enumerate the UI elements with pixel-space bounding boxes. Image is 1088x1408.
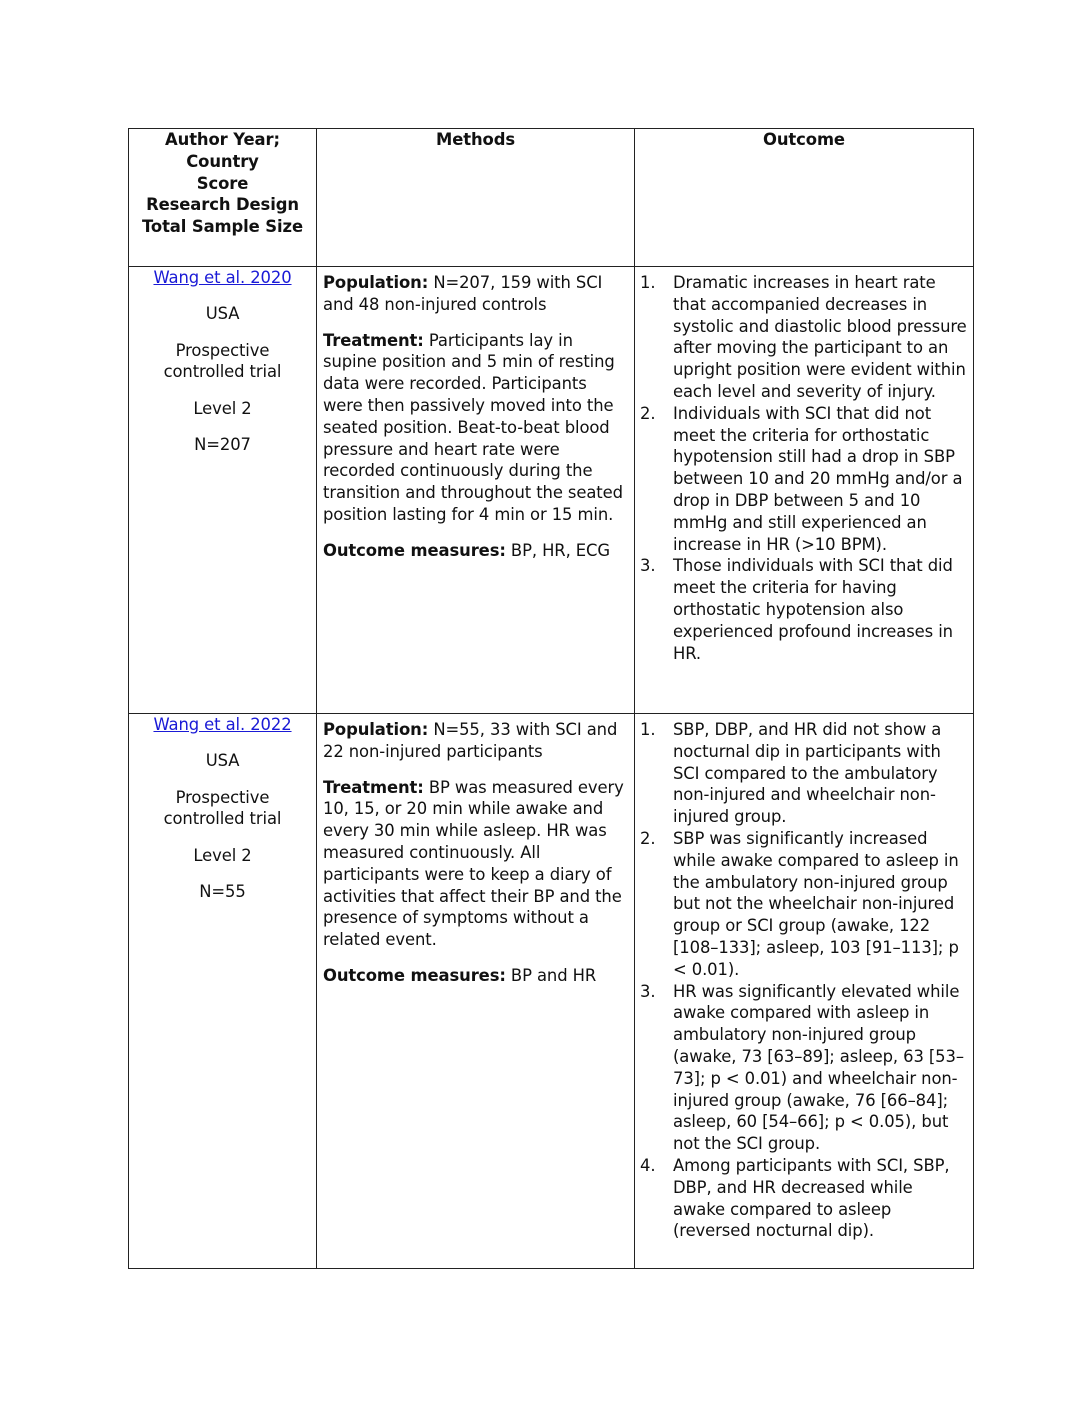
methods-cell: [317, 267, 635, 714]
outcome-measures-label: Outcome measures:: [323, 965, 506, 985]
outcome-list: [640, 719, 967, 1242]
header-methods: Methods: [317, 129, 635, 267]
header-line: Author Year;: [165, 130, 280, 149]
list-item: [640, 1155, 967, 1242]
study-country: USA: [205, 751, 240, 771]
outcome-list: [640, 272, 967, 664]
study-design: Prospective controlled trial: [163, 787, 282, 829]
study-link[interactable]: Wang et al. 2022: [153, 715, 292, 734]
population-label: Population:: [323, 273, 429, 292]
list-number: 2.: [640, 828, 656, 848]
study-cell: [129, 714, 317, 1269]
population-text: N=55, 33 with SCI and 22 non-injured participants: [323, 720, 618, 761]
population-paragraph: [323, 719, 629, 763]
study-sample-size: N=55: [199, 881, 246, 901]
population-paragraph: [323, 272, 629, 316]
table-row: [129, 714, 974, 1269]
list-item: [640, 403, 967, 556]
header-line: Score: [196, 173, 249, 193]
outcome-text: SBP, DBP, and HR did not show a nocturnal dip in participants with SCI compared to the ambulatory non-injured and wheelchair non-injured group.: [673, 720, 942, 827]
outcome-text: Those individuals with SCI that did meet the criteria for having orthostatic hypotension also experienced profound increases in HR.: [673, 556, 953, 663]
treatment-text: Participants lay in supine position and 5 min of resting data were recorded. Participants were then passively moved into the seated position. Beat-to-beat blood pressure and heart rate were recorded continuously during the transition and throughout the seated position lasting for 4 min or 15 min.: [323, 330, 623, 524]
outcome-measures-text: BP and HR: [505, 965, 597, 985]
treatment-text: BP was measured every 10, 15, or 20 min while awake and every 30 min while asleep. HR was measured continuously. All participants were to keep a diary of activities that affect their BP and the presence of symptoms without a related event.: [323, 777, 624, 950]
study-cell: [129, 267, 317, 714]
study-design: Prospective controlled trial: [163, 340, 282, 382]
study-link[interactable]: Wang et al. 2020: [153, 268, 292, 287]
list-number: 1.: [640, 720, 656, 739]
study-score: Level 2: [193, 845, 252, 865]
study-sample-size: N=207: [194, 434, 251, 454]
outcome-text: Individuals with SCI that did not meet the criteria for orthostatic hypotension still had a drop in SBP between 10 and 20 mmHg and/or a drop in DBP between 5 and 10 mmHg and still experienced an increase in HR (>10 BPM).: [673, 403, 963, 554]
list-item: [640, 981, 967, 1155]
header-line: Research Design: [146, 195, 299, 215]
list-number: 2.: [640, 403, 656, 423]
methods-cell: [317, 714, 635, 1269]
outcome-text: HR was significantly elevated while awake compared with asleep in ambulatory non-injured group (awake, 73 [63–89]; asleep, 63 [53–73]; p < 0.01) and wheelchair non-injured group (awake, 76 [66–84]; asleep, 60 [54–66]; p < 0.05), but not the SCI group.: [673, 981, 964, 1154]
population-label: Population:: [323, 720, 429, 739]
list-item: [640, 828, 967, 981]
outcome-text: SBP was significantly increased while awake compared to asleep in the ambulatory non-injured group but not the wheelchair non-injured group or SCI group (awake, 122 [108–133]; asleep, 103 [91–113]; p < 0.01).: [673, 828, 959, 979]
header-study-info: [129, 129, 317, 267]
study-score: Level 2: [193, 398, 252, 418]
outcome-cell: [635, 267, 974, 714]
outcome-measures-paragraph: [323, 540, 629, 562]
header-line: Total Sample Size: [142, 217, 303, 237]
outcome-measures-text: BP, HR, ECG: [505, 540, 611, 560]
outcome-measures-label: Outcome measures:: [323, 540, 506, 560]
list-item: [640, 272, 967, 403]
list-item: [640, 555, 967, 664]
evidence-table: [128, 128, 974, 1269]
treatment-paragraph: [323, 777, 629, 951]
list-number: 3.: [640, 556, 656, 576]
treatment-paragraph: [323, 330, 629, 526]
header-outcome: Outcome: [635, 129, 974, 267]
outcome-cell: [635, 714, 974, 1269]
population-text: N=207, 159 with SCI and 48 non-injured controls: [323, 273, 603, 314]
outcome-text: Dramatic increases in heart rate that accompanied decreases in systolic and diastolic blood pressure after moving the participant to an upright position were evident within each level and severity of injury.: [673, 273, 967, 401]
treatment-label: Treatment:: [323, 330, 424, 350]
outcome-measures-paragraph: [323, 965, 629, 987]
list-item: [640, 719, 967, 828]
treatment-label: Treatment:: [323, 777, 424, 797]
list-number: 3.: [640, 981, 656, 1001]
list-number: 1.: [640, 273, 656, 292]
table-header-row: [129, 129, 974, 267]
outcome-text: Among participants with SCI, SBP, DBP, and HR decreased while awake compared to asleep (reversed nocturnal dip).: [673, 1155, 950, 1241]
table-row: [129, 267, 974, 714]
study-country: USA: [205, 304, 240, 324]
header-line: Country: [186, 151, 259, 171]
list-number: 4.: [640, 1155, 656, 1175]
